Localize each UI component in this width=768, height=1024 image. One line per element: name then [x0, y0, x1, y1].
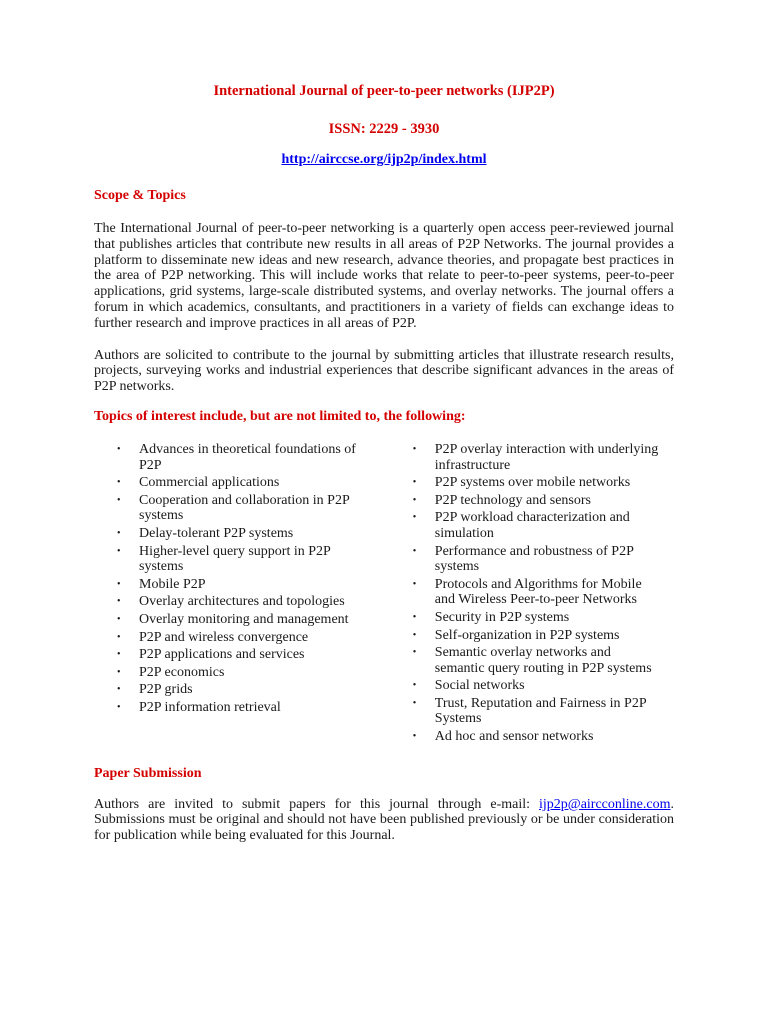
topic-list-item [114, 442, 359, 473]
journal-issn: ISSN: 2229 - 3930 [328, 121, 440, 137]
topic-list-item [114, 594, 359, 610]
scope-paragraph: The International Journal of peer-to-peer networking is a quarterly open access peer-reviewed journal that publishes articles that contribute new results in all areas of P2P Networks. The journal provides a platform to disseminate new ideas and new research, advance theories, and propagate best practices in the area of P2P networking. This will include works that relate to peer-to-peer systems, peer-to-peer applications, grid systems, large-scale distributed systems, and overlay networks. The journal offers a forum in which academics, consultants, and practitioners in a variety of fields can exchange ideas to further research and improve practices in all areas of P2P. [94, 221, 674, 331]
bullet-icon: • [412, 629, 417, 641]
topic-label: P2P information retrieval [139, 699, 281, 715]
topic-label: Security in P2P systems [434, 609, 570, 625]
topic-label: Mobile P2P [139, 576, 206, 592]
submission-text-after: . Submissions must be original and should not have been published previously or be under consideration for publication while being evaluated for this Journal. [94, 796, 674, 844]
topic-list-item [410, 544, 660, 575]
submission-heading: Paper Submission [94, 765, 202, 781]
topic-label: P2P applications and services [139, 647, 305, 663]
bullet-icon: • [117, 596, 121, 608]
topic-list-item [410, 645, 660, 676]
topic-list-item [114, 647, 359, 663]
topic-list-item [114, 493, 359, 524]
topic-list-item [114, 526, 359, 542]
topic-list-item [114, 475, 359, 491]
topic-list-item [410, 475, 660, 491]
topic-list-item [410, 577, 660, 608]
topics-list-left [94, 442, 398, 747]
topic-label: Overlay monitoring and management [139, 611, 349, 627]
bullet-icon: • [117, 545, 121, 557]
topic-list-item [410, 442, 660, 473]
topic-list-item [410, 628, 660, 644]
topic-label: Trust, Reputation and Fairness in P2P Systems [434, 695, 647, 727]
topic-list-item [114, 630, 359, 646]
submission-text-before: Authors are invited to submit papers for this journal through e-mail: [94, 796, 540, 812]
topic-list-item [410, 510, 660, 541]
topics-list-right [410, 442, 674, 747]
topic-label: P2P grids [139, 682, 193, 698]
bullet-icon: • [412, 578, 417, 590]
authors-paragraph: Authors are solicited to contribute to the journal by submitting articles that illustrate research results, projects, surveying works and industrial experiences that describe significant advances in the areas of P2P networks. [94, 347, 674, 395]
bullet-icon: • [117, 613, 121, 625]
bullet-icon: • [412, 512, 417, 524]
bullet-icon: • [117, 666, 121, 678]
topic-label: Ad hoc and sensor networks [434, 729, 594, 745]
bullet-icon: • [117, 494, 121, 506]
topic-label: Delay-tolerant P2P systems [139, 525, 294, 541]
topic-list-item [114, 665, 359, 681]
submission-paragraph [94, 797, 674, 844]
topic-label: P2P technology and sensors [434, 492, 591, 508]
bullet-icon: • [117, 443, 121, 455]
topic-label: Social networks [434, 678, 525, 694]
topic-list-item [114, 612, 359, 628]
topic-label: Commercial applications [139, 475, 280, 491]
bullet-icon: • [412, 477, 417, 489]
bullet-icon: • [412, 647, 417, 659]
bullet-icon: • [412, 680, 417, 692]
bullet-icon: • [117, 631, 121, 643]
topic-list-item [114, 577, 359, 593]
bullet-icon: • [412, 731, 417, 743]
bullet-icon: • [412, 611, 417, 623]
topic-label: Higher-level query support in P2P systems [139, 543, 331, 575]
topic-label: P2P workload characterization and simulation [434, 510, 630, 541]
topic-label: Performance and robustness of P2P systems [434, 543, 634, 575]
topic-label: Advances in theoretical foundations of P2P [139, 441, 356, 473]
bullet-icon: • [117, 684, 121, 696]
topic-label: P2P and wireless convergence [139, 629, 309, 645]
bullet-icon: • [117, 527, 121, 539]
scope-heading: Scope & Topics [94, 188, 186, 203]
bullet-icon: • [117, 649, 121, 661]
bullet-icon: • [117, 477, 121, 489]
topic-label: P2P economics [139, 664, 225, 680]
topic-label: Self-organization in P2P systems [434, 627, 620, 643]
topic-list-item [410, 729, 660, 745]
topic-list-item [114, 544, 359, 575]
bullet-icon: • [412, 494, 417, 506]
topic-label: P2P systems over mobile networks [434, 475, 631, 491]
topic-list-item [410, 678, 660, 694]
bullet-icon: • [117, 578, 121, 590]
journal-url-link[interactable]: http://airccse.org/ijp2p/index.html [281, 152, 487, 167]
bullet-icon: • [412, 443, 417, 455]
topic-label: Protocols and Algorithms for Mobile and Wireless Peer-to-peer Networks [434, 576, 642, 608]
topic-list-item [114, 700, 359, 716]
topics-lists [94, 442, 674, 747]
bullet-icon: • [412, 545, 417, 557]
topic-list-item [410, 610, 660, 626]
topic-label: Cooperation and collaboration in P2P systems [139, 492, 350, 524]
topic-label: Semantic overlay networks and semantic query routing in P2P systems [434, 645, 652, 676]
topic-label: P2P overlay interaction with underlying infrastructure [434, 441, 659, 473]
topic-list-item [410, 696, 660, 727]
topic-label: Overlay architectures and topologies [139, 594, 345, 610]
topic-list-item [410, 493, 660, 509]
submission-email-link[interactable]: ijp2p@aircconline.com [539, 796, 671, 812]
journal-title: International Journal of peer-to-peer networks (IJP2P) [213, 83, 555, 99]
topics-heading: Topics of interest include, but are not limited to, the following: [94, 408, 466, 424]
bullet-icon: • [412, 697, 417, 709]
topic-list-item [114, 682, 359, 698]
bullet-icon: • [117, 701, 121, 713]
